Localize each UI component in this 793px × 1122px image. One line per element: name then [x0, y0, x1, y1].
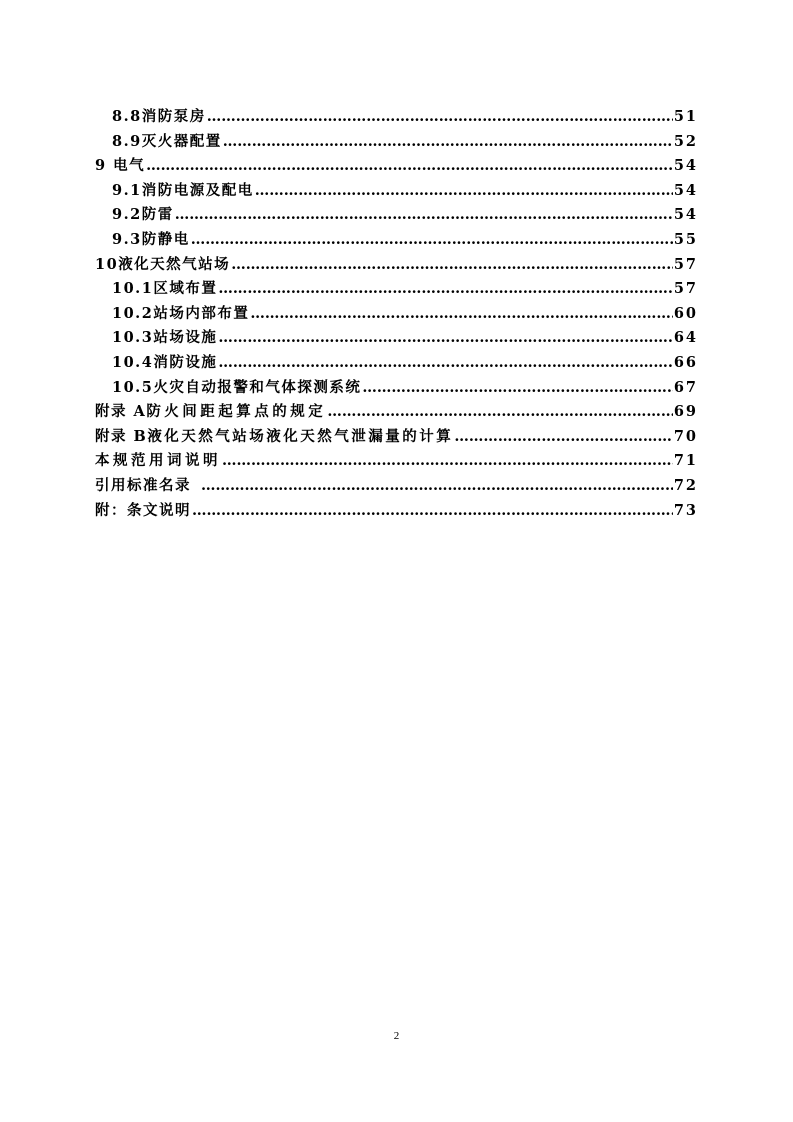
- table-of-contents: [95, 105, 698, 523]
- toc-entry-number: 9.1: [112, 181, 142, 199]
- toc-leader-dots: [192, 502, 673, 519]
- toc-leader-dots: [255, 182, 673, 199]
- toc-entry-10-3[interactable]: [95, 326, 698, 351]
- toc-entry-page: 55: [673, 230, 698, 248]
- toc-entry-page: 72: [673, 476, 698, 494]
- toc-entry-title: 消防设施: [153, 353, 218, 371]
- toc-entry-page: 64: [673, 329, 698, 347]
- toc-entry-title: 防静电: [141, 230, 190, 248]
- toc-entry-10-2[interactable]: [95, 302, 698, 327]
- toc-entry-title: 液化天然气站场液化天然气泄漏量的计算: [147, 427, 454, 445]
- toc-entry-appendix-a[interactable]: [95, 400, 698, 425]
- toc-entry-terms[interactable]: [95, 449, 698, 474]
- toc-leader-dots: [191, 231, 673, 248]
- toc-leader-dots: [175, 206, 673, 223]
- toc-entry-page: 73: [673, 501, 698, 519]
- toc-entry-9-1[interactable]: [95, 179, 698, 204]
- toc-entry-page: 71: [673, 452, 698, 470]
- toc-entry-number: 8.8: [112, 108, 142, 125]
- toc-entry-explanation[interactable]: [95, 499, 698, 524]
- toc-entry-number: 10.5: [112, 378, 154, 396]
- toc-entry-number: 10.1: [112, 280, 154, 298]
- toc-entry-10[interactable]: [95, 253, 698, 278]
- toc-entry-page: 66: [673, 353, 698, 371]
- toc-entry-page: 54: [673, 206, 698, 224]
- toc-leader-dots: [218, 354, 672, 371]
- toc-entry-9[interactable]: [95, 154, 698, 179]
- toc-entry-number: 9: [95, 157, 107, 175]
- toc-entry-page: 69: [673, 403, 698, 421]
- toc-entry-page: 67: [673, 378, 698, 396]
- toc-entry-title: 本规范用词说明: [95, 452, 221, 470]
- toc-entry-page: 51: [673, 108, 698, 125]
- toc-entry-title: 站场内部布置: [153, 304, 250, 322]
- toc-entry-title: 站场设施: [153, 329, 218, 347]
- toc-leader-dots: [250, 305, 672, 322]
- toc-entry-title: 电气: [113, 157, 146, 175]
- toc-leader-dots: [207, 108, 673, 125]
- toc-entry-page: 57: [673, 255, 698, 273]
- toc-entry-8-9[interactable]: [95, 130, 698, 155]
- toc-entry-title: 灭火器配置: [141, 132, 222, 150]
- toc-entry-references[interactable]: [95, 474, 698, 499]
- toc-entry-number: 附录 B: [95, 427, 148, 445]
- toc-entry-number: 10.2: [112, 304, 154, 322]
- toc-leader-dots: [223, 133, 673, 150]
- toc-leader-dots: [218, 329, 672, 346]
- toc-entry-title: 区域布置: [153, 280, 218, 298]
- toc-leader-dots: [146, 157, 673, 174]
- toc-entry-8-8[interactable]: [95, 105, 698, 130]
- toc-leader-dots: [201, 477, 673, 494]
- toc-entry-10-4[interactable]: [95, 351, 698, 376]
- toc-entry-number: 10.3: [112, 329, 154, 347]
- toc-entry-title: 附：条文说明: [95, 501, 191, 519]
- toc-entry-page: 70: [673, 427, 698, 445]
- toc-entry-page: 52: [673, 132, 698, 150]
- toc-entry-9-3[interactable]: [95, 228, 698, 253]
- toc-leader-dots: [454, 428, 673, 445]
- toc-entry-10-1[interactable]: [95, 277, 698, 302]
- toc-entry-title: 防雷: [141, 206, 174, 224]
- toc-entry-number: 附录 A: [95, 403, 147, 421]
- toc-entry-title: 消防泵房: [141, 108, 206, 125]
- toc-entry-9-2[interactable]: [95, 203, 698, 228]
- toc-entry-page: 57: [673, 280, 698, 298]
- toc-entry-appendix-b[interactable]: [95, 425, 698, 450]
- toc-leader-dots: [362, 379, 672, 396]
- toc-leader-dots: [231, 256, 673, 273]
- toc-entry-title: 液化天然气站场: [118, 255, 231, 273]
- toc-entry-title: 火灾自动报警和气体探测系统: [153, 378, 362, 396]
- toc-entry-title: 引用标准名录: [95, 476, 191, 494]
- page-number: 2: [393, 1030, 400, 1042]
- toc-entry-page: 60: [673, 304, 698, 322]
- toc-entry-number: 8.9: [112, 132, 142, 150]
- toc-leader-dots: [218, 280, 672, 297]
- toc-leader-dots: [222, 452, 673, 469]
- toc-entry-number: 10: [95, 255, 119, 273]
- toc-entry-page: 54: [673, 181, 698, 199]
- toc-entry-page: 54: [673, 157, 698, 175]
- toc-entry-title: 消防电源及配电: [141, 181, 254, 199]
- toc-leader-dots: [327, 403, 673, 420]
- toc-entry-number: 9.2: [112, 206, 142, 224]
- toc-entry-number: 10.4: [112, 353, 154, 371]
- toc-entry-10-5[interactable]: [95, 376, 698, 401]
- toc-entry-title: 防火间距起算点的规定: [146, 403, 327, 421]
- toc-entry-number: 9.3: [112, 230, 142, 248]
